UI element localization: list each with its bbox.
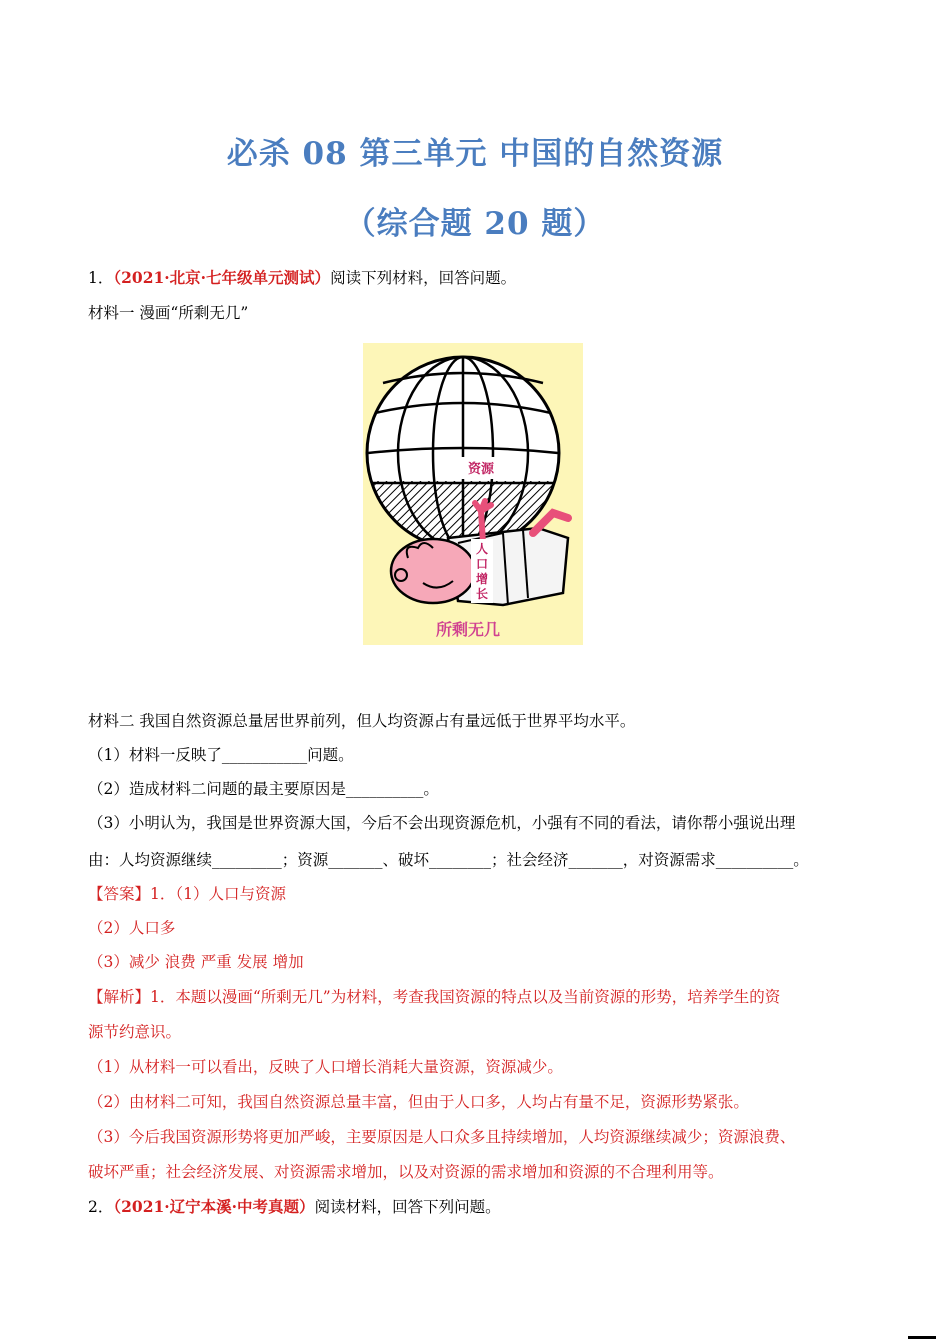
q1-header (88, 268, 868, 288)
cartoon-image (363, 343, 583, 645)
q1-sub3-line1: （3）小明认为，我国是世界资源大国，今后不会出现资源危机，小强有不同的看法，请你帮小强说出理 (88, 814, 796, 832)
q1-number: 1． (88, 269, 114, 287)
q1-material1: 材料一 漫画“所剩无几” (88, 304, 249, 322)
page-subtitle: （综合题 20 题） (344, 206, 606, 242)
q1-sub2: （2）造成材料二问题的最主要原因是__________。 (88, 780, 439, 798)
q1-source: （2021·北京·七年级单元测试） (113, 268, 331, 287)
cartoon-drawing (363, 343, 583, 645)
q1-analysis-line2: 源节约意识。 (88, 1023, 182, 1041)
q1-analysis-line1: 【解析】1．本题以漫画“所剩无几”为材料，考查我国资源的特点以及当前资源的形势，培养学生的资 (88, 988, 781, 1006)
page-title: 必杀 08 第三单元 中国的自然资源 (226, 136, 724, 172)
q2-stem: 阅读材料，回答下列问题。 (314, 1198, 501, 1216)
q2-number: 2． (88, 1198, 114, 1216)
cartoon-caption: 所剩无几 (435, 620, 501, 639)
q1-analysis-line3: （1）从材料一可以看出，反映了人口增长消耗大量资源，资源减少。 (88, 1058, 563, 1076)
q2-source: （2021·辽宁本溪·中考真题） (113, 1197, 315, 1216)
population-label-char: 人 (475, 542, 489, 556)
resource-label: 资源 (467, 462, 495, 477)
population-label-char: 增 (475, 572, 489, 586)
q1-stem: 阅读下列材料，回答问题。 (330, 269, 517, 287)
q1-sub3-line2: 由：人均资源继续_________；资源_______、破坏________；社会经济_______，对资源需求__________。 (88, 851, 809, 869)
q1-analysis-line4: （2）由材料二可知，我国自然资源总量丰富，但由于人口多，人均占有量不足，资源形势紧张。 (88, 1093, 749, 1111)
page-corner-mark (908, 1336, 936, 1339)
q1-material2: 材料二 我国自然资源总量居世界前列，但人均资源占有量远低于世界平均水平。 (88, 712, 636, 730)
q1-answer-3: （3）减少 浪费 严重 发展 增加 (88, 953, 304, 971)
q2-header (88, 1197, 868, 1217)
population-label-char: 长 (475, 587, 489, 601)
population-label-char: 口 (475, 557, 489, 571)
q1-analysis-line6: 破坏严重；社会经济发展、对资源需求增加，以及对资源的需求增加和资源的不合理利用等。 (88, 1163, 724, 1181)
q1-answer-2: （2）人口多 (88, 919, 176, 937)
q1-analysis-line5: （3）今后我国资源形势将更加严峻，主要原因是人口众多且持续增加，人均资源继续减少；资源浪费、 (88, 1128, 796, 1146)
q1-sub1: （1）材料一反映了___________问题。 (88, 746, 354, 764)
person-arm (533, 513, 568, 533)
q1-answer-1: 【答案】1．（1）人口与资源 (88, 885, 286, 903)
